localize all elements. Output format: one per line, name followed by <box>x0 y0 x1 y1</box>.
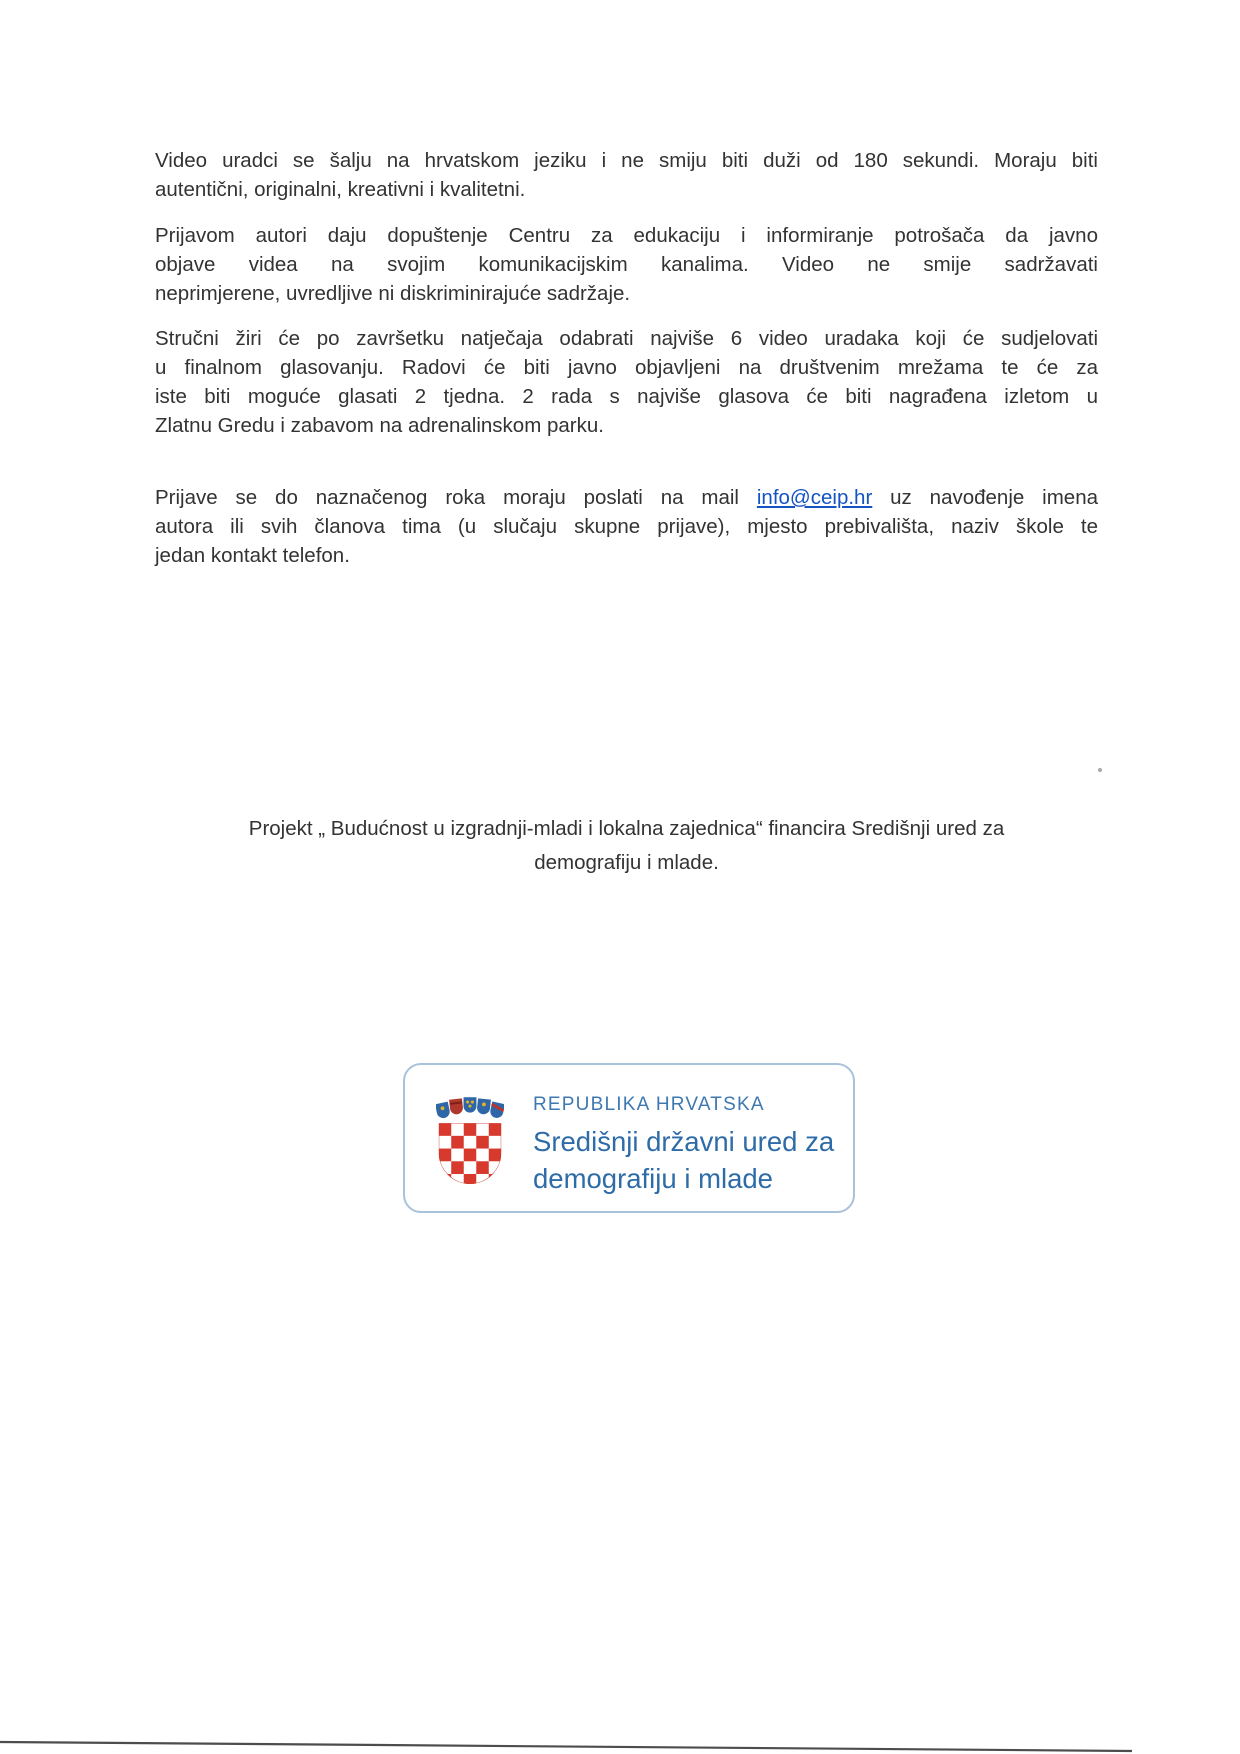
logo-country-label: REPUBLIKA HRVATSKA <box>533 1094 765 1115</box>
email-link[interactable]: info@ceip.hr <box>756 486 873 509</box>
text-line: neprimjerene, uvredljive ni diskriminirajuće sadržaje. <box>155 282 631 305</box>
logo-office-line2: demografiju i mlade <box>533 1163 773 1194</box>
text-line: jedan kontakt telefon. <box>155 544 350 567</box>
text-line: objave videa na svojim komunikacijskim kanalima. Video ne smije sadržavati <box>155 253 1098 276</box>
text-line: Prijave se do naznačenog roka moraju poslati na mail info@ceip.hr uz navođenje imena <box>155 486 1098 509</box>
text-line: autora ili svih članova tima (u slučaju skupne prijave), mjesto prebivališta, naziv škole te <box>155 515 1098 538</box>
scan-artifact-dot <box>1098 768 1102 772</box>
text-line: demografiju i mlade. <box>534 851 719 874</box>
text-line: Prijavom autori daju dopuštenje Centru za edukaciju i informiranje potrošača da javno <box>155 224 1098 247</box>
paragraph-video-requirements <box>155 146 1098 204</box>
text-line: iste biti moguće glasati 2 tjedna. 2 rada s najviše glasova će biti nagrađena izletom u <box>155 385 1098 408</box>
paragraph-permission-publication <box>155 221 1098 308</box>
text-line: Zlatnu Gredu i zabavom na adrenalinskom parku. <box>155 414 604 437</box>
gov-logo-text <box>533 1094 834 1197</box>
croatian-coat-of-arms-icon <box>436 1095 504 1190</box>
text-line: Projekt „ Budućnost u izgradnji-mladi i lokalna zajednica“ financira Središnji ured za <box>248 817 1005 840</box>
text-line: autentični, originalni, kreativni i kvalitetni. <box>155 178 526 201</box>
text-line: u finalnom glasovanju. Radovi će biti javno objavljeni na društvenim mrežama te će za <box>155 356 1098 379</box>
funding-note <box>155 812 1098 880</box>
text-line: Stručni žiri će po završetku natječaja odabrati najviše 6 video uradaka koji će sudjelovati <box>155 327 1098 350</box>
logo-office-line1: Središnji državni ured za <box>533 1126 835 1157</box>
paragraph-jury-voting-prizes <box>155 324 1098 440</box>
gov-logo-box <box>403 1063 855 1213</box>
scan-edge-line <box>0 1738 1240 1754</box>
paragraph-submission-instructions <box>155 483 1098 570</box>
text-line: Video uradci se šalju na hrvatskom jeziku i ne smiju biti duži od 180 sekundi. Moraju biti <box>155 149 1098 172</box>
